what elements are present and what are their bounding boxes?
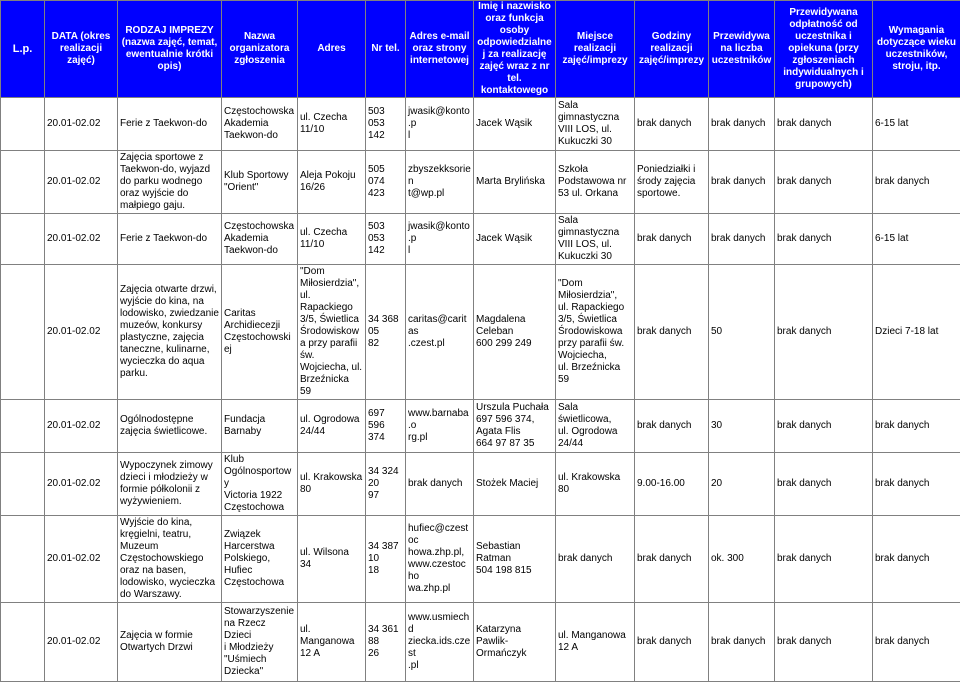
cell-event: Zajęcia w formie Otwartych Drzwi xyxy=(118,603,222,682)
header-place: Miejsce realizacji zajęć/imprezy xyxy=(556,1,635,98)
cell-place: Sala świetlicowa, ul. Ogrodowa 24/44 xyxy=(556,400,635,453)
header-lp: L.p. xyxy=(1,1,45,98)
table-row xyxy=(1,151,960,214)
cell-hours: Poniedziałki i środy zajęcia sportowe. xyxy=(635,151,709,214)
cell-count: brak danych xyxy=(709,151,775,214)
cell-age: brak danych xyxy=(873,603,960,682)
cell-phone: 697 596 374 xyxy=(366,400,406,453)
header-fee: Przewidywana odpłatność od uczestnika i opiekuna (przy zgłoszeniach indywidualnych i grupowych) xyxy=(775,1,873,98)
header-date: DATA (okres realizacji zajęć) xyxy=(45,1,118,98)
table-row xyxy=(1,453,960,516)
cell-event: Wypoczynek zimowy dzieci i młodzieży w formie półkolonii z wyżywieniem. xyxy=(118,453,222,516)
header-organizer: Nazwa organizatora zgłoszenia xyxy=(222,1,298,98)
cell-org: Klub Ogólnosportowy Victoria 1922 Częstochowa xyxy=(222,453,298,516)
table-row xyxy=(1,516,960,603)
cell-date: 20.01-02.02 xyxy=(45,265,118,400)
cell-email: www.usmiechd ziecka.ids.czest .pl xyxy=(406,603,474,682)
header-email: Adres e-mail oraz strony internetowej xyxy=(406,1,474,98)
cell-phone: 503 053 142 xyxy=(366,214,406,265)
header-age: Wymagania dotyczące wieku uczestników, stroju, itp. xyxy=(873,1,960,98)
cell-org: Związek Harcerstwa Polskiego, Hufiec Częstochowa xyxy=(222,516,298,603)
cell-lp xyxy=(1,516,45,603)
cell-address: ul. Wilsona 34 xyxy=(298,516,366,603)
cell-address: Aleja Pokoju 16/26 xyxy=(298,151,366,214)
cell-event: Zajęcia otwarte drzwi, wyjście do kina, na lodowisko, zwiedzanie muzeów, konkursy plastyczne, zajęcia taneczne, kulinarne, wycieczka do aqua parku. xyxy=(118,265,222,400)
cell-phone: 34 324 20 97 xyxy=(366,453,406,516)
cell-age: brak danych xyxy=(873,400,960,453)
cell-org: Caritas Archidiecezji Częstochowskiej xyxy=(222,265,298,400)
cell-date: 20.01-02.02 xyxy=(45,151,118,214)
cell-phone: 34 368 05 82 xyxy=(366,265,406,400)
cell-person: Jacek Wąsik xyxy=(474,214,556,265)
cell-lp xyxy=(1,151,45,214)
cell-address: ul. Ogrodowa 24/44 xyxy=(298,400,366,453)
header-count: Przewidywa na liczba uczestników xyxy=(709,1,775,98)
cell-lp xyxy=(1,453,45,516)
cell-person: Sebastian Ratman 504 198 815 xyxy=(474,516,556,603)
header-hours: Godziny realizacji zajęć/imprezy xyxy=(635,1,709,98)
cell-fee: brak danych xyxy=(775,400,873,453)
cell-event: Ferie z Taekwon-do xyxy=(118,214,222,265)
cell-count: ok. 300 xyxy=(709,516,775,603)
cell-person: Jacek Wąsik xyxy=(474,98,556,151)
cell-age: 6-15 lat xyxy=(873,98,960,151)
cell-date: 20.01-02.02 xyxy=(45,400,118,453)
table-row xyxy=(1,98,960,151)
cell-event: Zajęcia sportowe z Taekwon-do, wyjazd do parku wodnego oraz wyjście do małpiego gaju. xyxy=(118,151,222,214)
cell-date: 20.01-02.02 xyxy=(45,453,118,516)
cell-email: caritas@caritas .czest.pl xyxy=(406,265,474,400)
cell-person: Urszula Puchała 697 596 374, Agata Flis 664 97 87 35 xyxy=(474,400,556,453)
header-person: Imię i nazwisko oraz funkcja osoby odpowiedzialnej za realizację zajęć wraz z nr tel. kontaktowego xyxy=(474,1,556,98)
cell-person: Magdalena Celeban 600 299 249 xyxy=(474,265,556,400)
cell-count: 30 xyxy=(709,400,775,453)
cell-fee: brak danych xyxy=(775,98,873,151)
cell-hours: brak danych xyxy=(635,98,709,151)
cell-address: ul. Krakowska 80 xyxy=(298,453,366,516)
cell-email: hufiec@czestoc howa.zhp.pl, www.czestocho wa.zhp.pl xyxy=(406,516,474,603)
cell-fee: brak danych xyxy=(775,214,873,265)
table-row xyxy=(1,603,960,682)
cell-person: Katarzyna Pawlik- Ormańczyk xyxy=(474,603,556,682)
cell-date: 20.01-02.02 xyxy=(45,98,118,151)
cell-count: brak danych xyxy=(709,98,775,151)
cell-org: Częstochowska Akademia Taekwon-do xyxy=(222,214,298,265)
cell-hours: 9.00-16.00 xyxy=(635,453,709,516)
cell-fee: brak danych xyxy=(775,151,873,214)
header-phone: Nr tel. xyxy=(366,1,406,98)
cell-phone: 505 074 423 xyxy=(366,151,406,214)
cell-lp xyxy=(1,400,45,453)
cell-date: 20.01-02.02 xyxy=(45,603,118,682)
cell-place: "Dom Miłosierdzia", ul. Rapackiego 3/5, Świetlica Środowiskowa przy parafii św. Wojciecha, ul. Brzeźnicka 59 xyxy=(556,265,635,400)
cell-date: 20.01-02.02 xyxy=(45,214,118,265)
cell-lp xyxy=(1,265,45,400)
cell-place: brak danych xyxy=(556,516,635,603)
cell-fee: brak danych xyxy=(775,265,873,400)
cell-count: brak danych xyxy=(709,214,775,265)
cell-address: ul. Czecha 11/10 xyxy=(298,98,366,151)
cell-age: 6-15 lat xyxy=(873,214,960,265)
cell-email: brak danych xyxy=(406,453,474,516)
cell-org: Stowarzyszenie na Rzecz Dzieci i Młodzieży "Uśmiech Dziecka" xyxy=(222,603,298,682)
cell-event: Wyjście do kina, kręgielni, teatru, Muzeum Częstochowskiego oraz na basen, lodowisko, wycieczka do Warszawy. xyxy=(118,516,222,603)
cell-lp xyxy=(1,214,45,265)
cell-hours: brak danych xyxy=(635,516,709,603)
cell-place: ul. Manganowa 12 A xyxy=(556,603,635,682)
cell-email: jwasik@konto.p l xyxy=(406,214,474,265)
cell-hours: brak danych xyxy=(635,603,709,682)
cell-lp xyxy=(1,603,45,682)
cell-place: Szkoła Podstawowa nr 53 ul. Orkana xyxy=(556,151,635,214)
table-row xyxy=(1,265,960,400)
cell-fee: brak danych xyxy=(775,516,873,603)
cell-org: Częstochowska Akademia Taekwon-do xyxy=(222,98,298,151)
header-event: RODZAJ IMPREZY (nazwa zajęć, temat, ewentualnie krótki opis) xyxy=(118,1,222,98)
cell-hours: brak danych xyxy=(635,400,709,453)
cell-count: 50 xyxy=(709,265,775,400)
header-row xyxy=(1,1,960,98)
cell-lp xyxy=(1,98,45,151)
cell-place: Sala gimnastyczna VIII LOS, ul. Kukuczki 30 xyxy=(556,98,635,151)
cell-person: Marta Brylińska xyxy=(474,151,556,214)
cell-person: Stożek Maciej xyxy=(474,453,556,516)
cell-phone: 34 387 10 18 xyxy=(366,516,406,603)
cell-age: brak danych xyxy=(873,516,960,603)
cell-place: ul. Krakowska 80 xyxy=(556,453,635,516)
cell-place: Sala gimnastyczna VIII LOS, ul. Kukuczki 30 xyxy=(556,214,635,265)
header-address: Adres xyxy=(298,1,366,98)
cell-email: zbyszekksorien t@wp.pl xyxy=(406,151,474,214)
cell-email: jwasik@konto.p l xyxy=(406,98,474,151)
cell-org: Fundacja Barnaby xyxy=(222,400,298,453)
cell-phone: 503 053 142 xyxy=(366,98,406,151)
cell-age: brak danych xyxy=(873,151,960,214)
cell-age: brak danych xyxy=(873,453,960,516)
cell-address: ul. Manganowa 12 A xyxy=(298,603,366,682)
cell-hours: brak danych xyxy=(635,265,709,400)
cell-address: ul. Czecha 11/10 xyxy=(298,214,366,265)
cell-age: Dzieci 7-18 lat xyxy=(873,265,960,400)
cell-event: Ogólnodostępne zajęcia świetlicowe. xyxy=(118,400,222,453)
cell-org: Klub Sportowy "Orient" xyxy=(222,151,298,214)
cell-fee: brak danych xyxy=(775,453,873,516)
table-row xyxy=(1,400,960,453)
cell-hours: brak danych xyxy=(635,214,709,265)
table-row xyxy=(1,214,960,265)
cell-count: 20 xyxy=(709,453,775,516)
cell-date: 20.01-02.02 xyxy=(45,516,118,603)
cell-event: Ferie z Taekwon-do xyxy=(118,98,222,151)
cell-email: www.barnaba.o rg.pl xyxy=(406,400,474,453)
cell-phone: 34 361 88 26 xyxy=(366,603,406,682)
cell-count: brak danych xyxy=(709,603,775,682)
cell-address: "Dom Miłosierdzia", ul. Rapackiego 3/5, Świetlica Środowiskow a przy parafii św. Wojciecha, ul. Brzeźnicka 59 xyxy=(298,265,366,400)
cell-fee: brak danych xyxy=(775,603,873,682)
